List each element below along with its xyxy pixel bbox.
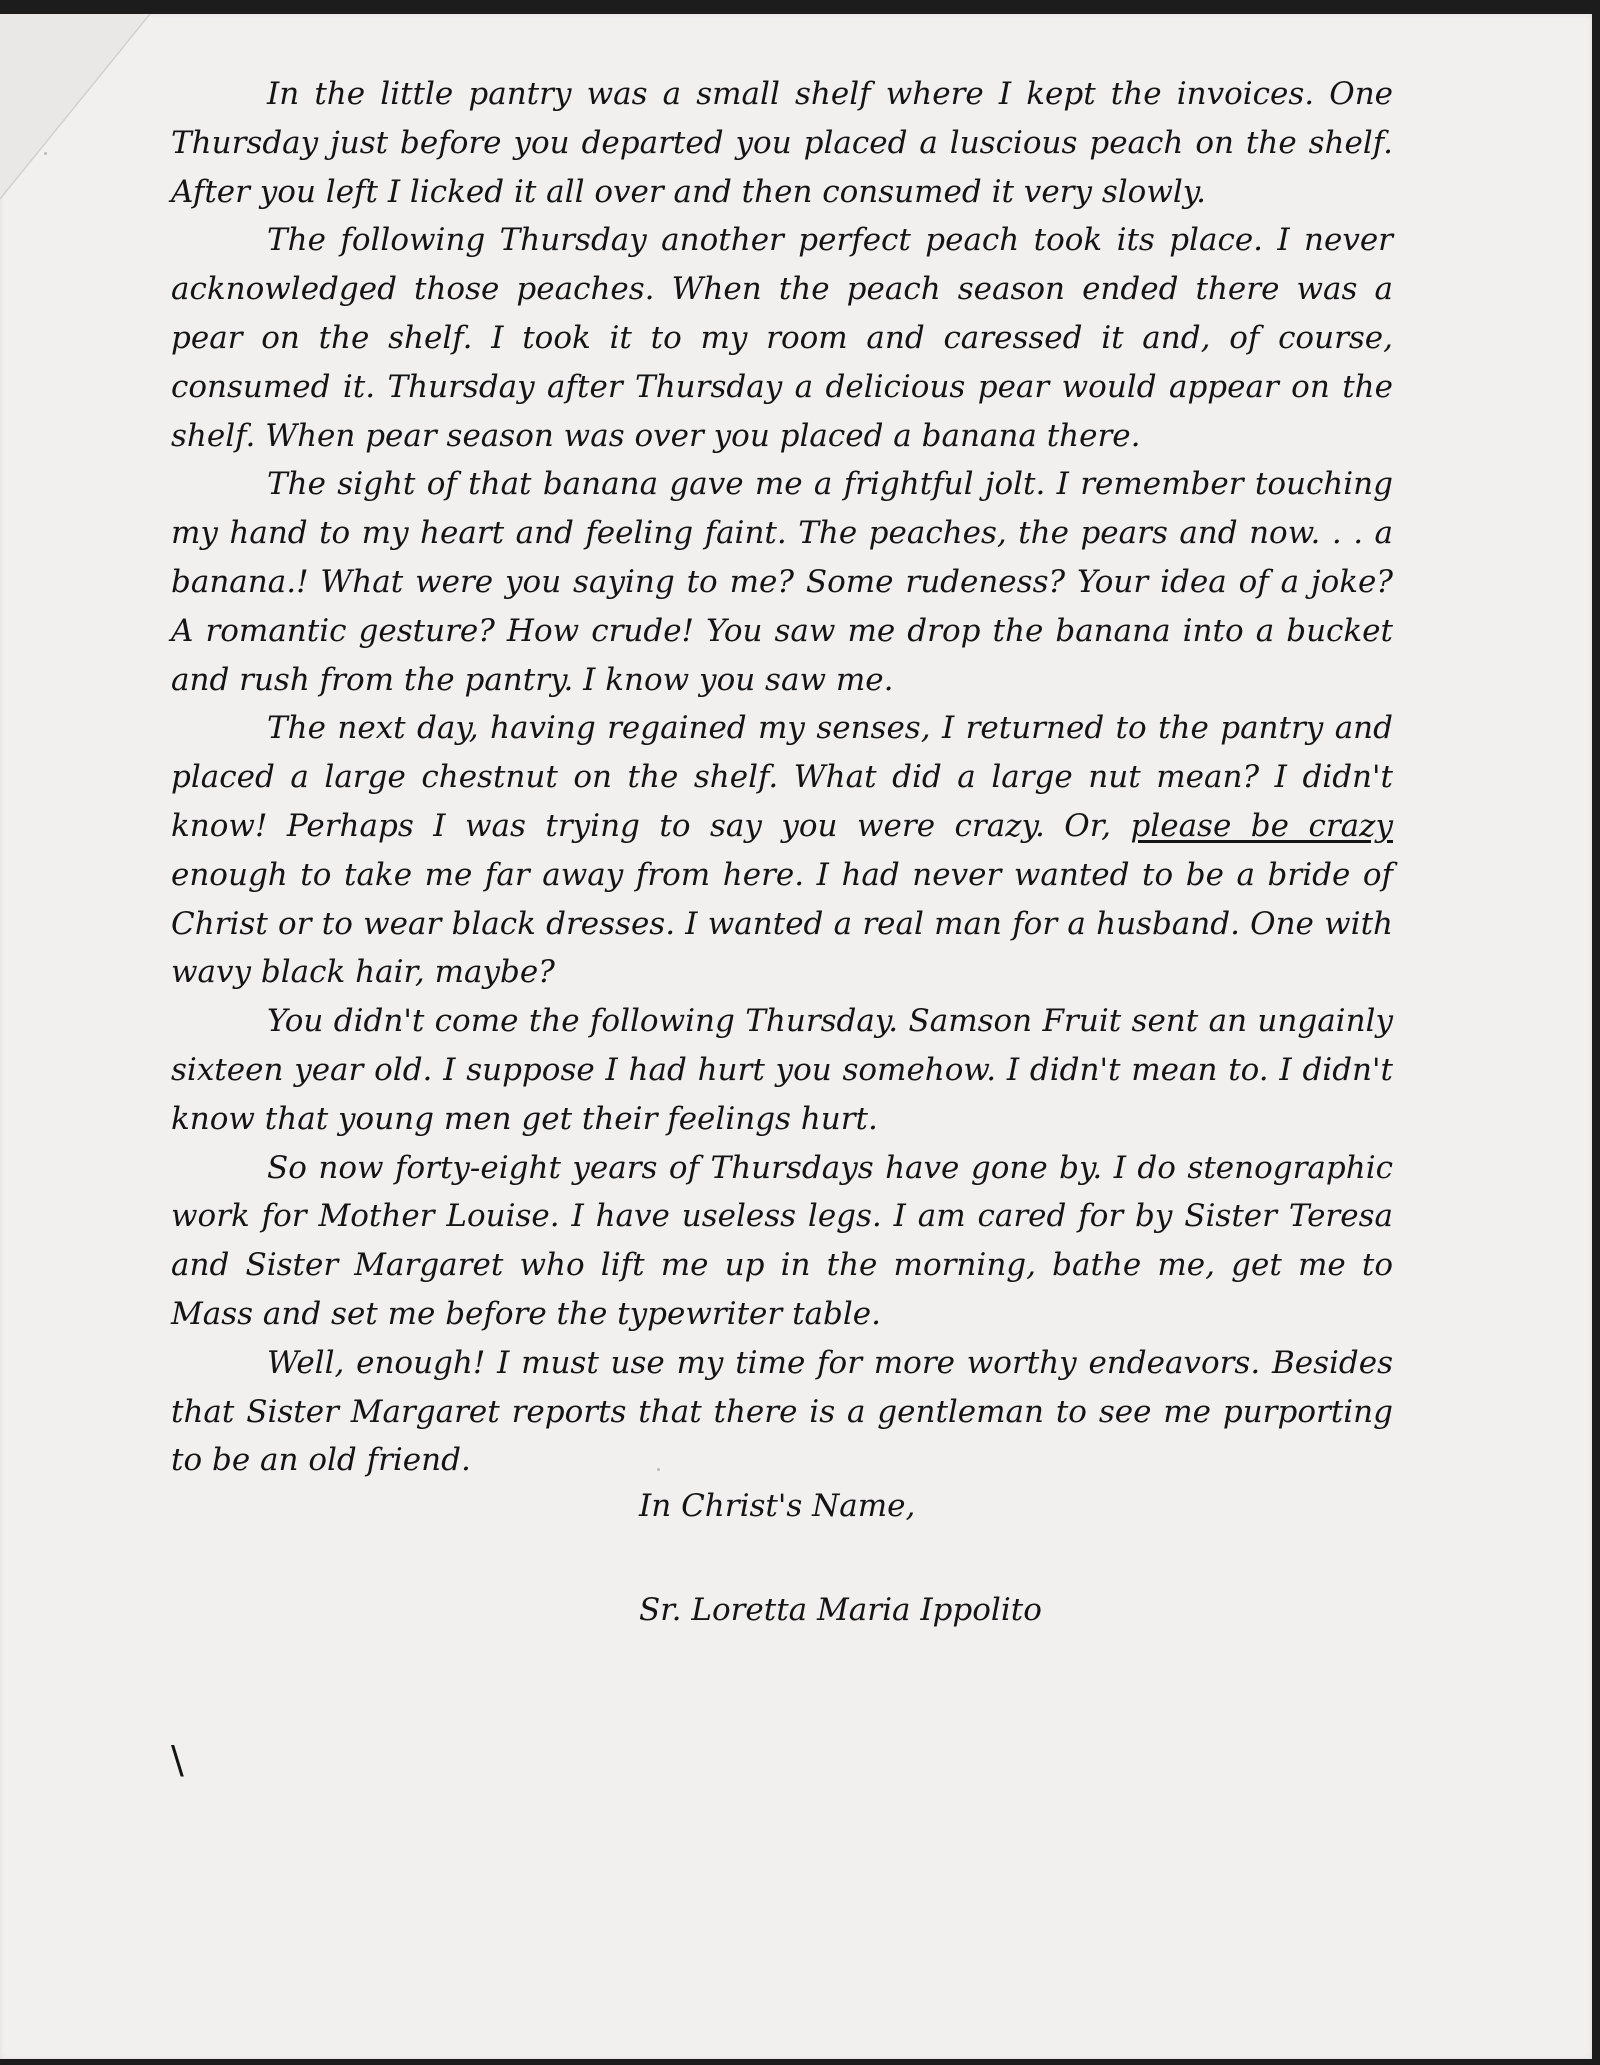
paragraph-text: In the little pantry was a small shelf where I kept the invoices. One Thursday just before you departed you placed a luscious peach on the shelf. After you left I licked it all over and then consumed it very slowly. — [171, 76, 1393, 210]
paragraph-text: The following Thursday another perfect peach took its place. I never acknowledged those peaches. When the peach season ended there was a pear on the shelf. I took it to my room and caressed it and, of course, consumed it. Thursday after Thursday a delicious pear would appear on the shelf. When pear season was over you placed a banana there. — [171, 222, 1393, 454]
stray-pen-mark: \ — [171, 1738, 184, 1782]
paragraph-3 — [171, 460, 1393, 704]
paragraph-5 — [171, 997, 1393, 1143]
paragraph-7 — [171, 1339, 1393, 1485]
paragraph-text-continued: enough to take me far away from here. I had never wanted to be a bride of Christ or to wear black dresses. I wanted a real man for a husband. One with wavy black hair, maybe? — [171, 856, 1393, 991]
paragraph-text: You didn't come the following Thursday. Samson Fruit sent an ungainly sixteen year old. I suppose I had hurt you somehow. I didn't mean to. I didn't know that young men get their feelings hurt. — [171, 1003, 1393, 1137]
paragraph-text: The next day, having regained my senses, I returned to the pantry and placed a large chestnut on the shelf. What did a large nut mean? I didn't know! Perhaps I was trying to say you were crazy. Or, — [171, 710, 1393, 844]
paragraph-text: The sight of that banana gave me a frightful jolt. I remember touching my hand to my heart and feeling faint. The peaches, the pears and now. . . a banana.! What were you saying to me? Some rudeness? Your idea of a joke? A romantic gesture? How crude! You saw me drop the banana into a bucket and rush from the pantry. I know you saw me. — [171, 466, 1393, 698]
paper-speck — [44, 152, 47, 155]
paragraph-text: So now forty-eight years of Thursdays have gone by. I do stenographic work for Mother Louise. I have useless legs. I am cared for by Sister Teresa and Sister Margaret who lift me up in the morning, bathe me, get me to Mass and set me before the typewriter table. — [171, 1149, 1393, 1332]
underlined-phrase: please be crazy — [1130, 807, 1393, 844]
paragraph-4 — [171, 704, 1393, 997]
letter-closing: In Christ's Name, — [639, 1488, 916, 1524]
paragraph-text: Well, enough! I must use my time for more worthy endeavors. Besides that Sister Margaret reports that there is a gentleman to see me purporting to be an old friend. — [171, 1344, 1393, 1479]
paragraph-2 — [171, 216, 1393, 460]
letter-body — [171, 70, 1393, 1485]
paragraph-1 — [171, 70, 1393, 216]
letter-signature: Sr. Loretta Maria Ippolito — [639, 1592, 1042, 1628]
paper-speck — [657, 1468, 660, 1471]
paragraph-6 — [171, 1144, 1393, 1339]
